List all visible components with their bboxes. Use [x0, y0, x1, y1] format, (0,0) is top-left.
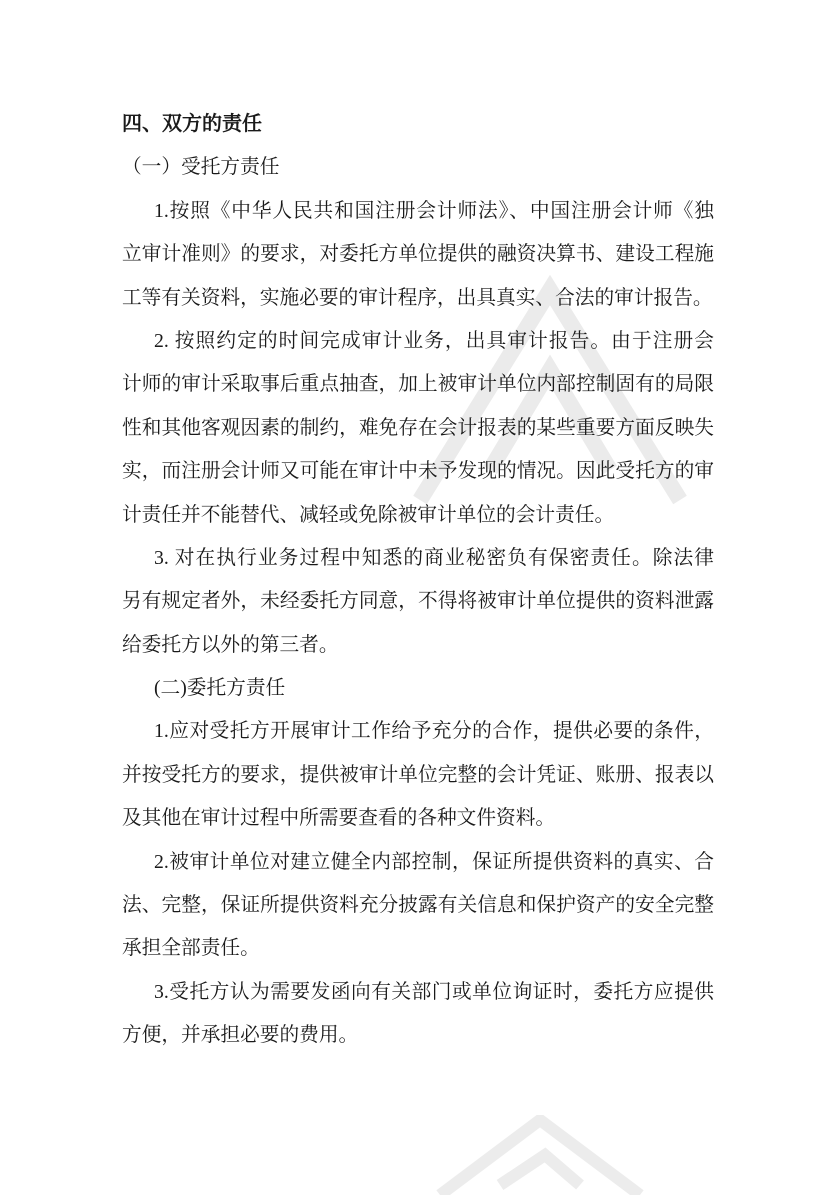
paragraph [122, 710, 714, 840]
paragraph [122, 841, 714, 971]
paragraph [122, 320, 714, 537]
text-line: 法、完整，保证所提供资料充分披露有关信息和保护资产的安全完整 [122, 894, 714, 917]
text-line: 及其他在审计过程中所需要查看的各种文件资料。 [122, 807, 556, 830]
paragraph [122, 971, 714, 1058]
watermark-logo-bottom-icon [420, 1115, 660, 1195]
text-line: 3. 对在执行业务过程中知悉的商业秘密负有保密责任。除法律 [154, 546, 714, 569]
text-line: 计师的审计采取事后重点抽查，加上被审计单位内部控制固有的局限 [122, 373, 714, 396]
text-line: 性和其他客观因素的制约，难免存在会计报表的某些重要方面反映失 [122, 416, 714, 439]
document-body [122, 103, 714, 1058]
paragraph [122, 190, 714, 320]
text-line: 方便，并承担必要的费用。 [122, 1024, 359, 1047]
text-line: 2. 按照约定的时间完成审计业务，出具审计报告。由于注册会 [154, 329, 714, 352]
section-heading: 四、双方的责任 [122, 113, 262, 135]
text-line: 1.应对受托方开展审计工作给予充分的合作，提供必要的条件， [154, 720, 714, 743]
text-line: 1.按照《中华人民共和国注册会计师法》、中国注册会计师《独 [154, 199, 714, 222]
text-line: 承担全部责任。 [122, 937, 260, 960]
text-line: 并按受托方的要求，提供被审计单位完整的会计凭证、账册、报表以 [122, 763, 714, 786]
subsection-title-trustee: （一）受托方责任 [122, 156, 280, 179]
text-line: 立审计准则》的要求，对委托方单位提供的融资决算书、建设工程施 [122, 243, 714, 266]
text-line: 另有规定者外，未经委托方同意，不得将被审计单位提供的资料泄露 [122, 590, 714, 613]
text-line: 计责任并不能替代、减轻或免除被审计单位的会计责任。 [122, 503, 615, 526]
paragraph [122, 537, 714, 667]
text-line: 工等有关资料，实施必要的审计程序，出具真实、合法的审计报告。 [122, 286, 713, 309]
subsection-title-client: (二)委托方责任 [154, 677, 286, 700]
text-line: 3.受托方认为需要发函向有关部门或单位询证时，委托方应提供 [154, 980, 714, 1003]
text-line: 给委托方以外的第三者。 [122, 633, 339, 656]
text-line: 2.被审计单位对建立健全内部控制，保证所提供资料的真实、合 [154, 850, 714, 873]
text-line: 实，而注册会计师又可能在审计中未予发现的情况。因此受托方的审 [122, 460, 714, 483]
